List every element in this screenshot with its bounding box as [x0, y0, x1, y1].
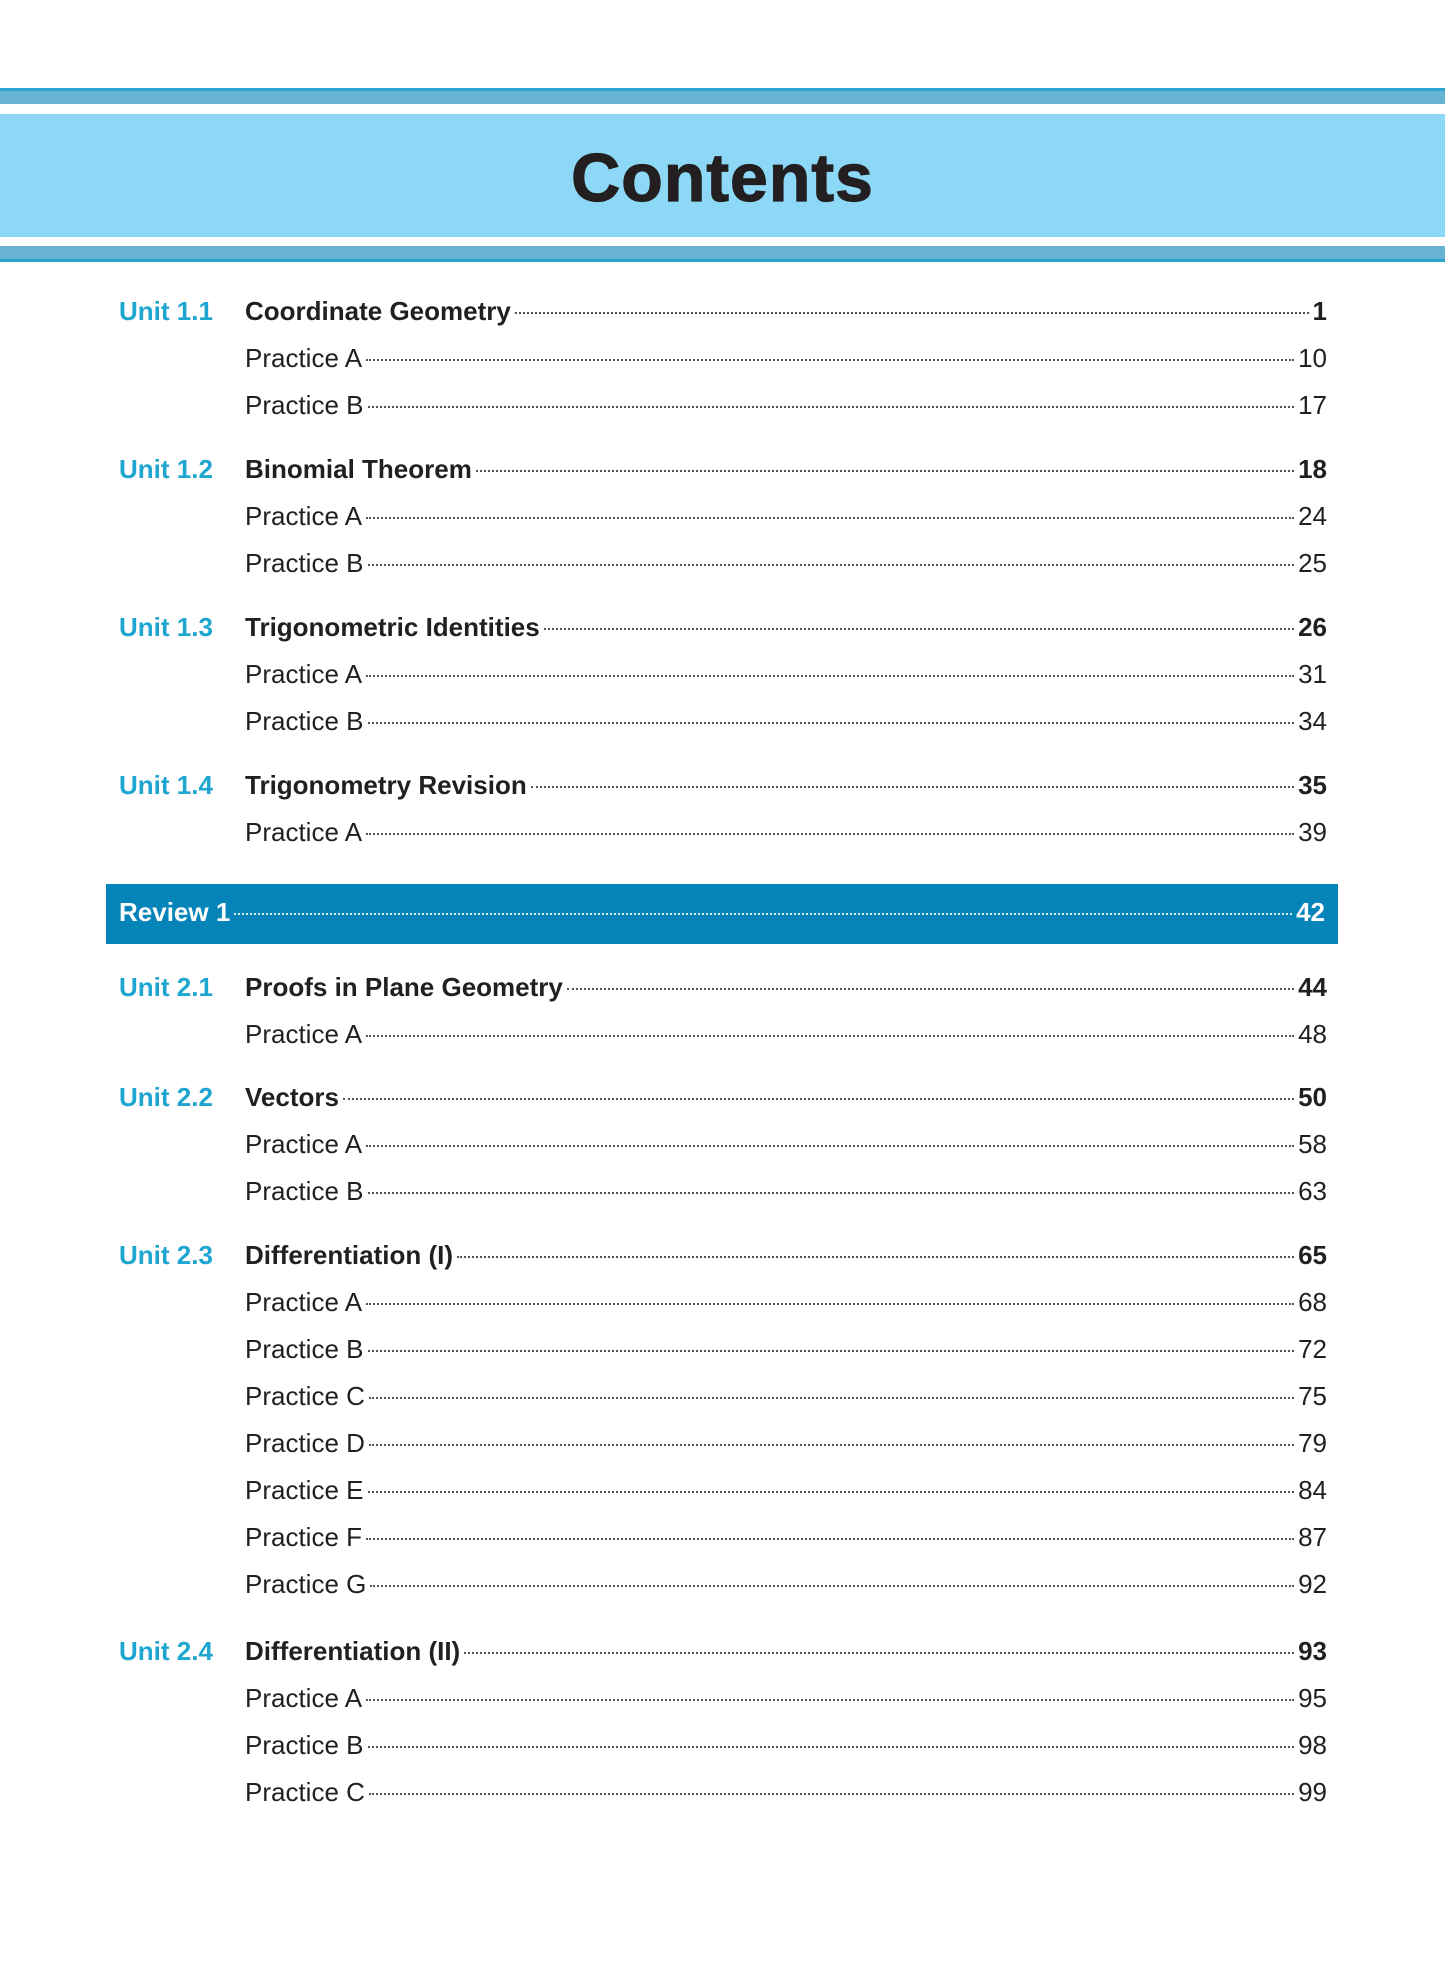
dot-leader	[368, 1350, 1295, 1352]
toc-unit-row[interactable]	[0, 972, 1445, 1006]
toc-practice-row[interactable]	[0, 1777, 1445, 1811]
toc-practice-row[interactable]	[0, 1522, 1445, 1556]
page-number: 35	[1298, 770, 1327, 800]
practice-label: Practice B	[245, 1334, 364, 1364]
dot-leader	[234, 913, 1292, 915]
toc-practice-row[interactable]	[0, 548, 1445, 582]
dot-leader	[368, 1192, 1295, 1194]
page-number: 79	[1298, 1428, 1327, 1458]
toc-practice-row[interactable]	[0, 1287, 1445, 1321]
toc-practice-row[interactable]	[0, 1019, 1445, 1053]
unit-number: Unit 1.3	[119, 612, 213, 642]
page-number: 34	[1298, 706, 1327, 736]
page-number: 26	[1298, 612, 1327, 642]
dot-leader	[531, 786, 1294, 788]
dot-leader	[366, 1538, 1294, 1540]
toc-unit-row[interactable]	[0, 1082, 1445, 1116]
practice-label: Practice F	[245, 1522, 363, 1552]
dot-leader	[476, 470, 1294, 472]
header-stripe-top	[0, 88, 1445, 104]
page-number: 44	[1298, 972, 1327, 1002]
practice-label: Practice G	[245, 1569, 367, 1599]
dot-leader	[567, 988, 1294, 990]
dot-leader	[366, 1699, 1294, 1701]
practice-label: Practice A	[245, 501, 363, 531]
unit-title: Differentiation (II)	[245, 1636, 461, 1666]
page-number: 48	[1298, 1019, 1327, 1049]
page-number: 95	[1298, 1683, 1327, 1713]
page-number: 25	[1298, 548, 1327, 578]
title-band	[0, 114, 1445, 237]
dot-leader	[515, 312, 1309, 314]
toc-practice-row[interactable]	[0, 1428, 1445, 1462]
practice-label: Practice B	[245, 1176, 364, 1206]
dot-leader	[369, 1397, 1294, 1399]
page-number: 84	[1298, 1475, 1327, 1505]
page-number: 17	[1298, 390, 1327, 420]
page-number: 39	[1298, 817, 1327, 847]
dot-leader	[366, 1035, 1294, 1037]
dot-leader	[368, 1491, 1295, 1493]
practice-label: Practice E	[245, 1475, 364, 1505]
page-number: 92	[1298, 1569, 1327, 1599]
review-label: Review 1	[119, 897, 231, 927]
toc-unit-row[interactable]	[0, 454, 1445, 488]
toc-practice-row[interactable]	[0, 1381, 1445, 1415]
page-number: 98	[1298, 1730, 1327, 1760]
unit-title: Differentiation (I)	[245, 1240, 453, 1270]
practice-label: Practice A	[245, 343, 363, 373]
toc-unit-row[interactable]	[0, 1240, 1445, 1274]
unit-title: Binomial Theorem	[245, 454, 472, 484]
practice-label: Practice A	[245, 1683, 363, 1713]
page-number: 93	[1298, 1636, 1327, 1666]
dot-leader	[370, 1585, 1294, 1587]
review-bar[interactable]	[106, 884, 1338, 944]
dot-leader	[366, 675, 1294, 677]
dot-leader	[457, 1256, 1294, 1258]
toc-practice-row[interactable]	[0, 1730, 1445, 1764]
practice-label: Practice B	[245, 390, 364, 420]
toc-practice-row[interactable]	[0, 1569, 1445, 1603]
page-number: 68	[1298, 1287, 1327, 1317]
toc-practice-row[interactable]	[0, 501, 1445, 535]
page-number: 87	[1298, 1522, 1327, 1552]
page-number: 75	[1298, 1381, 1327, 1411]
dot-leader	[368, 722, 1295, 724]
header-stripe-bottom	[0, 246, 1445, 262]
page-number: 63	[1298, 1176, 1327, 1206]
unit-number: Unit 1.2	[119, 454, 213, 484]
unit-title: Trigonometry Revision	[245, 770, 527, 800]
page-number: 31	[1298, 659, 1327, 689]
unit-number: Unit 1.4	[119, 770, 213, 800]
page-number: 10	[1298, 343, 1327, 373]
unit-title: Proofs in Plane Geometry	[245, 972, 563, 1002]
practice-label: Practice D	[245, 1428, 365, 1458]
toc-unit-row[interactable]	[0, 1636, 1445, 1670]
unit-number: Unit 1.1	[119, 296, 213, 326]
practice-label: Practice C	[245, 1381, 365, 1411]
dot-leader	[368, 406, 1295, 408]
page-number: 18	[1298, 454, 1327, 484]
toc-practice-row[interactable]	[0, 343, 1445, 377]
page-number: 58	[1298, 1129, 1327, 1159]
page-number: 1	[1312, 296, 1327, 326]
dot-leader	[343, 1098, 1294, 1100]
toc-practice-row[interactable]	[0, 1683, 1445, 1717]
dot-leader	[366, 1145, 1294, 1147]
practice-label: Practice A	[245, 817, 363, 847]
toc-practice-row[interactable]	[0, 1176, 1445, 1210]
toc-practice-row[interactable]	[0, 817, 1445, 851]
toc-unit-row[interactable]	[0, 612, 1445, 646]
practice-label: Practice A	[245, 1129, 363, 1159]
practice-label: Practice A	[245, 1287, 363, 1317]
dot-leader	[366, 833, 1294, 835]
page-number: 65	[1298, 1240, 1327, 1270]
practice-label: Practice A	[245, 1019, 363, 1049]
page-number: 99	[1298, 1777, 1327, 1807]
dot-leader	[366, 517, 1294, 519]
unit-number: Unit 2.2	[119, 1082, 213, 1112]
unit-number: Unit 2.4	[119, 1636, 213, 1666]
dot-leader	[368, 1746, 1295, 1748]
dot-leader	[368, 564, 1295, 566]
unit-title: Vectors	[245, 1082, 339, 1112]
toc-practice-row[interactable]	[0, 1334, 1445, 1368]
practice-label: Practice B	[245, 548, 364, 578]
unit-title: Coordinate Geometry	[245, 296, 511, 326]
page-number: 72	[1298, 1334, 1327, 1364]
dot-leader	[369, 1793, 1294, 1795]
page-title: Contents	[571, 139, 874, 216]
unit-title: Trigonometric Identities	[245, 612, 540, 642]
toc-practice-row[interactable]	[0, 390, 1445, 424]
dot-leader	[544, 628, 1294, 630]
practice-label: Practice A	[245, 659, 363, 689]
unit-number: Unit 2.3	[119, 1240, 213, 1270]
toc-practice-row[interactable]	[0, 1475, 1445, 1509]
practice-label: Practice B	[245, 706, 364, 736]
dot-leader	[366, 1303, 1294, 1305]
unit-number: Unit 2.1	[119, 972, 213, 1002]
dot-leader	[464, 1652, 1294, 1654]
page-number: 42	[1296, 897, 1325, 927]
toc-practice-row[interactable]	[0, 706, 1445, 740]
page-number: 24	[1298, 501, 1327, 531]
practice-label: Practice C	[245, 1777, 365, 1807]
dot-leader	[366, 359, 1294, 361]
page-number: 50	[1298, 1082, 1327, 1112]
toc-unit-row[interactable]	[0, 296, 1445, 330]
toc-practice-row[interactable]	[0, 659, 1445, 693]
practice-label: Practice B	[245, 1730, 364, 1760]
toc-unit-row[interactable]	[0, 770, 1445, 804]
toc-practice-row[interactable]	[0, 1129, 1445, 1163]
dot-leader	[369, 1444, 1294, 1446]
